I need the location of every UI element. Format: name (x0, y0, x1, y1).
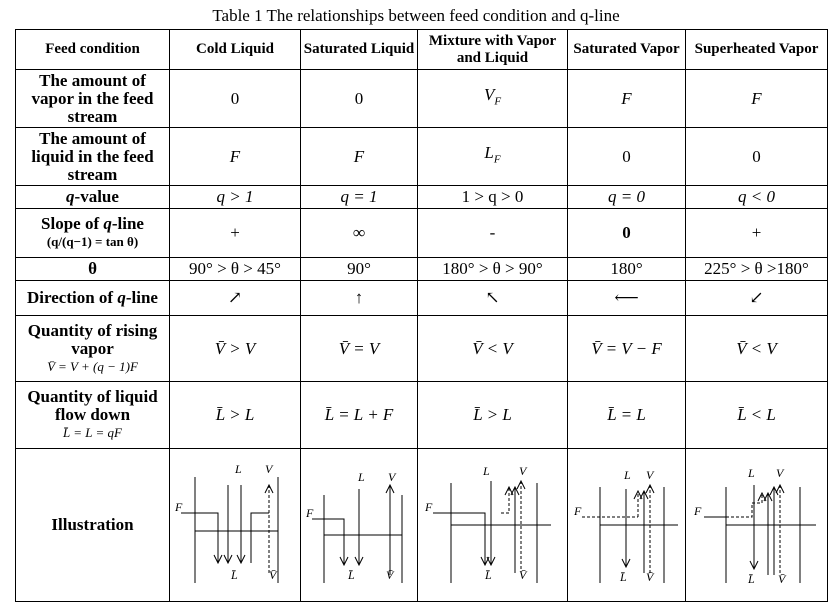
cell: L̄ = L (568, 382, 686, 449)
direction-arrow-icon: ↖ (418, 281, 568, 316)
direction-arrow-icon: ⟵ (568, 281, 686, 316)
row-liquid-flow (16, 382, 828, 449)
label-Lbar: L̄ (484, 568, 492, 582)
cell: 90° > θ > 45° (170, 258, 301, 281)
illustration-mixture (418, 449, 568, 602)
row-label: Slope of q-line (q/(q−1) = tan θ) (16, 209, 170, 258)
cell: F (686, 70, 828, 128)
label-F: F (306, 506, 314, 520)
cell: L̄ < L (686, 382, 828, 449)
cell: q < 0 (686, 186, 828, 209)
row-label: q-value (16, 186, 170, 209)
label-L: L (623, 468, 631, 482)
cell: 225° > θ >180° (686, 258, 828, 281)
direction-arrow-icon: ↙ (686, 281, 828, 316)
label-Lbar: L̄ (747, 572, 755, 586)
cell: 180° (568, 258, 686, 281)
row-theta (16, 258, 828, 281)
label-Lbar: L̄ (348, 568, 355, 582)
header-cold-liquid: Cold Liquid (170, 30, 301, 70)
label-F: F (693, 504, 701, 518)
direction-arrow-icon: ↑ (301, 281, 418, 316)
row-rising-vapor (16, 316, 828, 382)
cell: q > 1 (170, 186, 301, 209)
label-Vbar: V̄ (518, 568, 526, 582)
header-superheated-vapor: Superheated Vapor (686, 30, 828, 70)
cell: $V_F$ (418, 70, 568, 128)
cell: L̄ = L + F (301, 382, 418, 449)
cell: $L_F$ (418, 128, 568, 186)
cell: F (301, 128, 418, 186)
label-L: L (358, 470, 365, 484)
table-caption: Table 1 The relationships between feed condition and q-line (212, 6, 620, 25)
cell: + (170, 209, 301, 258)
label-Vbar: V̄ (645, 570, 653, 584)
illustration-saturated-vapor (568, 449, 686, 602)
header-saturated-vapor: Saturated Vapor (568, 30, 686, 70)
row-label: Quantity of rising vapor V̄ = V + (q − 1)F (16, 316, 170, 382)
cell: ∞ (301, 209, 418, 258)
cell: V̄ < V (418, 316, 568, 382)
header-saturated-liquid: Saturated Liquid (301, 30, 418, 70)
cell: 90° (301, 258, 418, 281)
cell: L̄ > L (170, 382, 301, 449)
row-illustration (16, 449, 828, 602)
row-label: The amount of vapor in the feed stream (16, 70, 170, 128)
row-slope (16, 209, 828, 258)
label-V: V (775, 466, 783, 480)
label-Vbar: V̄ (268, 568, 276, 582)
row-label: Direction of q-line (16, 281, 170, 316)
header-feed-condition: Feed condition (16, 30, 170, 70)
row-label: θ (16, 258, 170, 281)
label-V: V (264, 462, 272, 476)
label-F: F (573, 504, 581, 518)
row-label: The amount of liquid in the feed stream (16, 128, 170, 186)
label-L: L (482, 464, 490, 478)
label-Lbar: L̄ (230, 568, 238, 582)
row-label: Quantity of liquid flow down L̄ = L = qF (16, 382, 170, 449)
cell: 0 (568, 128, 686, 186)
cell: 180° > θ > 90° (418, 258, 568, 281)
label-Vbar: V̄ (386, 568, 394, 582)
row-liquid-amount (16, 128, 828, 186)
cell: V̄ = V − F (568, 316, 686, 382)
row-direction (16, 281, 828, 316)
label-V: V (388, 470, 396, 484)
cell: + (686, 209, 828, 258)
cell: V̄ > V (170, 316, 301, 382)
cell: 0 (686, 128, 828, 186)
label-V: V (518, 464, 526, 478)
cell: 0 (170, 70, 301, 128)
cell: 0 (301, 70, 418, 128)
row-label: Illustration (16, 449, 170, 602)
illustration-saturated-liquid (301, 449, 418, 602)
label-F: F (174, 500, 182, 514)
illustration-superheated-vapor (686, 449, 828, 602)
illustration-cold-liquid (170, 449, 301, 602)
feed-condition-table (15, 29, 828, 602)
rising-vapor-formula: V̄ = V + (q − 1)F (47, 358, 138, 374)
cell: F (568, 70, 686, 128)
label-V: V (645, 468, 653, 482)
cell: 0 (568, 209, 686, 258)
cell: F (170, 128, 301, 186)
header-row (16, 30, 828, 70)
cell: 1 > q > 0 (418, 186, 568, 209)
cell: L̄ > L (418, 382, 568, 449)
cell: - (418, 209, 568, 258)
label-Vbar: V̄ (777, 572, 785, 586)
label-Lbar: L̄ (619, 570, 627, 584)
label-L: L (747, 466, 755, 480)
cell: q = 1 (301, 186, 418, 209)
slope-formula: (q/(q−1) = tan θ) (46, 234, 139, 249)
cell: q = 0 (568, 186, 686, 209)
liquid-flow-formula: L̄ = L = qF (63, 425, 122, 440)
header-mixture: Mixture with Vapor and Liquid (418, 30, 568, 70)
cell: V̄ = V (301, 316, 418, 382)
label-L: L (234, 462, 242, 476)
row-q-value (16, 186, 828, 209)
label-F: F (424, 500, 432, 514)
cell: V̄ < V (686, 316, 828, 382)
direction-arrow-icon: ↗ (170, 281, 301, 316)
row-vapor-amount (16, 70, 828, 128)
